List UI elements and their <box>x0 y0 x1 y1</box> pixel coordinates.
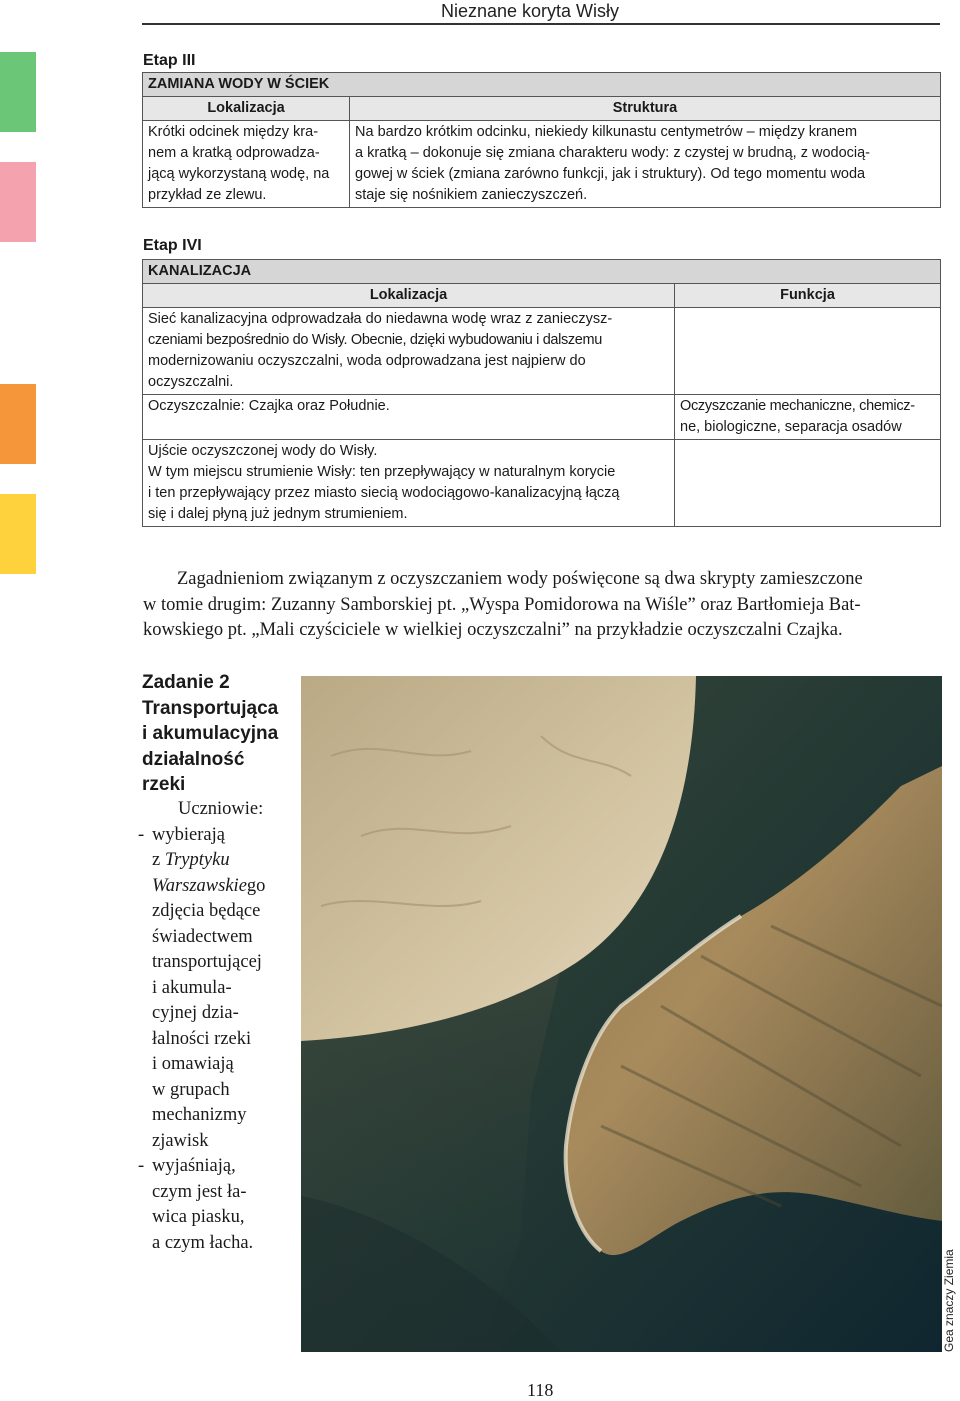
stage-3-label: Etap III <box>143 52 196 69</box>
text-line: działalność <box>142 748 245 770</box>
text-line: gowej w ściek (zmiana zarówno funkcji, jak i struktury). Od tego momentu woda <box>355 166 866 182</box>
text-line: Sieć kanalizacyjna odprowadzała do niedawna wodę wraz z zanieczysz- <box>148 311 613 327</box>
running-header: Nieznane koryta Wisły <box>440 1 620 21</box>
text-line: kowskiego pt. „Mali czyściciele w wielkiej oczyszczalni” na przykładzie oczyszczalni Czajka. <box>143 620 843 640</box>
bullet-dash: - <box>138 824 145 845</box>
text-line: a kratką – dokonuje się zmiana charakteru wody: z czystej w brudną, z wodocią- <box>355 145 870 161</box>
text-line: Krótki odcinek między kra- <box>148 124 319 140</box>
text-line: staje się nośnikiem zanieczyszczeń. <box>355 187 588 203</box>
text-line: nem a kratką odprowadza- <box>148 145 320 161</box>
italic-title: Warszawskie <box>152 875 247 896</box>
table-row <box>143 395 941 440</box>
bullet-dash: - <box>138 1156 145 1176</box>
stage-4-function-cell <box>675 308 941 395</box>
text-line <box>152 874 265 900</box>
text-line: mechanizmy <box>152 1105 247 1125</box>
text-line: Oczyszczalnie: Czajka oraz Południe. <box>148 398 390 414</box>
text-line: wica piasku, <box>152 1207 245 1227</box>
stage-4-col-location: Lokalizacja <box>143 284 675 308</box>
stage-4-function-cell <box>675 395 941 440</box>
text-line <box>152 848 230 874</box>
text-line: w tomie drugim: Zuzanny Samborskiej pt. „Wyspa Pomidorowa na Wiśle” oraz Bartłomieja Bat- <box>143 594 861 615</box>
text-line: łalności rzeki <box>152 1028 252 1049</box>
text-line: jącą wykorzystaną wodę, na <box>148 166 330 182</box>
text-line: czym jest ła- <box>152 1181 247 1202</box>
text-line: Na bardzo krótkim odcinku, niekiedy kilkunastu centymetrów – między kranem <box>355 124 858 140</box>
text-line: i ten przepływający przez miasto siecią wodociągowo-kanalizacyjną łączą <box>148 485 620 501</box>
stage-3-table <box>142 72 941 208</box>
italic-title: Tryptyku <box>164 850 230 870</box>
text-line: cyjnej dzia- <box>152 1003 239 1023</box>
stage-4-location-cell <box>143 308 675 395</box>
stage-3-structure-cell <box>350 121 941 208</box>
text-line: transportującej <box>152 952 262 972</box>
text-line: w grupach <box>152 1079 230 1100</box>
text-line: ne, biologiczne, separacja osadów <box>680 419 902 435</box>
text-line: modernizowaniu oczyszczalni, woda odprowadzana jest najpierw do <box>148 353 586 369</box>
body-paragraph <box>143 567 943 644</box>
side-tab-green <box>0 52 36 132</box>
text-line: Ujście oczyszczonej wody do Wisły. <box>148 443 378 459</box>
text-line: czeniami bezpośrednio do Wisły. Obecnie, dzięki wybudowaniu i dalszemu <box>148 332 602 348</box>
text-line: wyjaśniają, <box>152 1156 236 1176</box>
task-title <box>142 670 292 798</box>
text-line: i akumula- <box>152 977 232 998</box>
stage-3-col-location: Lokalizacja <box>143 97 350 121</box>
photo-credit: Gea znaczy Ziemia <box>942 1249 956 1352</box>
text-fragment: go <box>246 875 266 896</box>
text-line: Transportująca <box>142 697 279 719</box>
text-line: oczyszczalni. <box>148 374 234 390</box>
text-fragment: z <box>152 850 161 870</box>
side-tab-orange <box>0 384 36 464</box>
text-line: Oczyszczanie mechaniczne, chemicz- <box>680 398 915 414</box>
header-rule <box>142 23 940 25</box>
stage-3-table-title: ZAMIANA WODY W ŚCIEK <box>143 73 941 97</box>
side-tab-yellow <box>0 494 36 574</box>
text-line: a czym łacha. <box>152 1232 254 1253</box>
stage-3-col-structure: Struktura <box>350 97 941 121</box>
text-line: i akumulacyjna <box>142 723 279 744</box>
text-line: rzeki <box>142 774 186 795</box>
text-line: Zadanie 2 <box>142 672 230 693</box>
side-tab-pink <box>0 162 36 242</box>
text-line: wybierają <box>152 824 225 845</box>
text-line: się i dalej płyną już jednym strumieniem. <box>148 506 408 522</box>
text-line: Zagadnieniom związanym z oczyszczaniem wody poświęcone są dwa skrypty zamieszczone <box>177 569 863 589</box>
page-number: 118 <box>527 1380 554 1400</box>
table-row <box>143 440 941 527</box>
stage-4-function-cell <box>675 440 941 527</box>
stage-4-label: Etap IVI <box>143 237 202 254</box>
stage-4-location-cell <box>143 395 675 440</box>
stage-4-table <box>142 259 941 527</box>
text-line: zjawisk <box>152 1130 209 1151</box>
text-line: W tym miejscu strumienie Wisły: ten przepływający w naturalnym korycie <box>148 464 616 480</box>
aerial-river-photo <box>301 676 942 1352</box>
stage-4-table-title: KANALIZACJA <box>143 260 941 284</box>
stage-4-col-function: Funkcja <box>675 284 941 308</box>
text-line: i omawiają <box>152 1054 234 1074</box>
text-line: zdjęcia będące <box>152 901 261 921</box>
stage-3-location-cell <box>143 121 350 208</box>
text-line: Uczniowie: <box>178 799 264 819</box>
stage-4-location-cell <box>143 440 675 527</box>
task-instructions <box>138 797 288 1257</box>
text-line: świadectwem <box>152 926 253 947</box>
table-row <box>143 308 941 395</box>
text-line: przykład ze zlewu. <box>148 187 267 203</box>
